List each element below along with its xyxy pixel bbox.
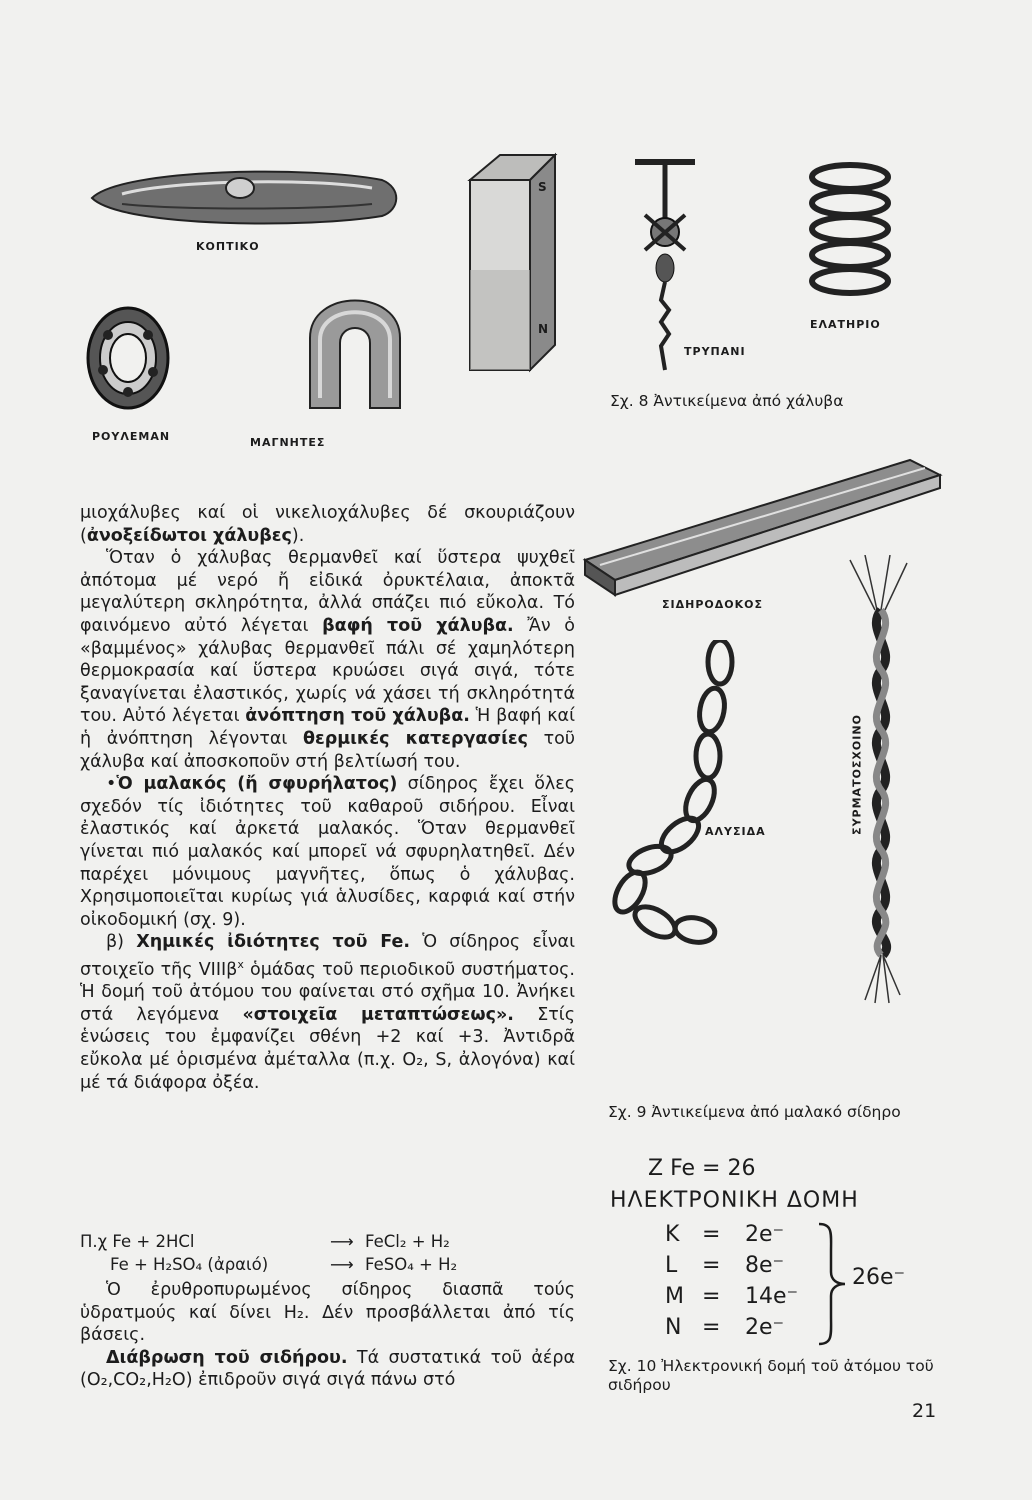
shell-m-eq: = [702, 1284, 721, 1309]
shell-l-electrons: 8e⁻ [745, 1253, 785, 1278]
paragraph-3: •Ὁ μαλακός (ἤ σφυρήλατος) σίδηρος ἔχει ὅλες σχεδόν τίς ἰδιότητες τοῦ καθαροῦ σιδήρου. Εἶναι ἐλαστικός καί ἀρκετά μαλακός. Ὅταν θερμανθεῖ γίνεται πιό μαλακός καί μπορεῖ νά σφυρηλατηθεῖ. Δέν παρέχει μόνιμους μαγνῆτες, ὅπως ὁ χάλυβας. Χρησιμοποιεῖται κυρίως γιά ἁλυσίδες, καρφιά καί στήν οἰκοδομική (σχ. 9). [80, 774, 576, 930]
label-alysida: ΑΛΥΣΙΔΑ [705, 825, 766, 838]
chain-illustration [600, 640, 750, 950]
shell-n-electrons: 2e⁻ [745, 1315, 785, 1340]
equation-1-right: FeCl₂ + H₂ [365, 1232, 450, 1251]
shell-k-eq: = [702, 1222, 721, 1247]
drill-illustration [625, 150, 735, 375]
fig10-title: ΗΛΕΚΤΡΟΝΙΚΗ ΔΟΜΗ [610, 1188, 859, 1213]
label-trypani: ΤΡΥΠΑΝΙ [684, 345, 746, 358]
brace-icon [815, 1222, 849, 1346]
shell-l-eq: = [702, 1253, 721, 1278]
shell-m-electrons: 14e⁻ [745, 1284, 799, 1309]
shell-l: L [665, 1253, 678, 1278]
paragraph-1: μιοχάλυβες καί οἱ νικελιοχάλυβες δέ σκουριάζουν (ἀνοξείδωτοι χάλυβες). [80, 503, 575, 546]
shell-n: N [665, 1315, 682, 1340]
bearing-illustration [78, 300, 178, 415]
shell-n-eq: = [702, 1315, 721, 1340]
paragraph-5: Ὁ ἐρυθροπυρωμένος σίδηρος διασπᾶ τούς ὑδρατμούς καί δίνει H₂. Δέν προσβάλλεται ἀπό τίς βάσεις. [80, 1280, 575, 1346]
magnet-n-label: N [538, 322, 549, 336]
shell-m: M [665, 1284, 684, 1309]
paragraph-2: Ὅταν ὁ χάλυβας θερμανθεῖ καί ὕστερα ψυχθεῖ ἀπότομα μέ νερό ἤ εἰδικά ὀρυκτέλαια, ἀποκτᾶ μεγαλύτερη σκληρότητα, ἀλλά σπάζει πιό εὔκολα. Τό φαινόμενο αὐτό λέγεται βαφή τοῦ χάλυβα. Ἄν ὁ «βαμμένος» χάλυβας θερμανθεῖ πάλι σέ χαμηλότερη θερμοκρασία καί ὕστερα κρυώσει σιγά σιγά, τότε ξαναγίνεται ἐλαστικός, χωρίς νά χάσει τή σκληρότητά του. Αὐτό λέγεται ἀνόπτηση τοῦ χάλυβα. Ἡ βαφή καί ἡ ἀνόπτηση λέγονται θερμικές κατεργασίες τοῦ χάλυβα καί ἀποσκοποῦν στή βελτίωσή του. [80, 548, 575, 772]
fig10-caption: Σχ. 10 Ἠλεκτρονική δομή τοῦ ἀτόμου τοῦ σιδήρου [608, 1357, 934, 1394]
equation-1-left: Π.χ Fe + 2HCl [80, 1232, 195, 1251]
equation-2-right: FeSO₄ + H₂ [365, 1255, 458, 1274]
knife-illustration [82, 158, 412, 238]
shell-k: K [665, 1222, 680, 1247]
label-elatirio: ΕΛΑΤΗΡΙΟ [810, 318, 881, 331]
fig10-total: 26e⁻ [852, 1265, 906, 1290]
label-koptiko: ΚΟΠΤΙΚΟ [196, 240, 260, 253]
label-rouleman: ΡΟΥΛΕΜΑΝ [92, 430, 171, 443]
paragraph-4: β) Χημικές ἰδιότητες τοῦ Fe. Ὁ σίδηρος εἶναι στοιχεῖο τῆς VIIIβ$^x$ ὁμάδας τοῦ περιοδικοῦ συστήματος. Ἡ δομή τοῦ ἀτόμου του φαίνεται στό σχῆμα 10. Ἀνήκει στά λεγόμενα «στοιχεῖα μεταπτώσεως». Στίς ἑνώσεις του ἐμφανίζει σθένη +2 καί +3. Ἀντιδρᾶ εὔκολα μέ ὁρισμένα ἀμέταλλα (π.χ. O₂, S, ἀλογόνα) καί μέ τά διάφορα ὀξέα. [80, 932, 576, 1093]
equation-2-arrow: ⟶ [330, 1255, 354, 1274]
equation-1-arrow: ⟶ [330, 1232, 354, 1251]
horseshoe-magnet-illustration [295, 268, 415, 418]
main-text-lower [80, 1279, 575, 1392]
label-magnites: ΜΑΓΝΗΤΕΣ [250, 436, 326, 449]
equation-2-left: Fe + H₂SO₄ (ἀραιό) [110, 1255, 269, 1274]
label-syrmatoschoino: ΣΥΡΜΑΤΟΣΧΟΙΝΟ [850, 714, 864, 835]
paragraph-6: Διάβρωση τοῦ σιδήρου. Τά συστατικά τοῦ ἀέρα (O₂,CO₂,H₂O) ἐπιδροῦν σιγά σιγά πάνω στό [80, 1347, 576, 1391]
spring-illustration [800, 155, 900, 315]
fig9-caption: Σχ. 9 Ἀντικείμενα ἀπό μαλακό σίδηρο [608, 1103, 901, 1121]
magnet-s-label: S [538, 180, 547, 194]
label-sidirodokos: ΣΙΔΗΡΟΔΟΚΟΣ [662, 598, 763, 611]
main-text-upper [80, 502, 575, 1094]
fig10-z-line: Z Fe = 26 [648, 1156, 756, 1181]
fig8-caption: Σχ. 8 Ἀντικείμενα ἀπό χάλυβα [610, 392, 844, 410]
shell-k-electrons: 2e⁻ [745, 1222, 785, 1247]
page-number: 21 [912, 1400, 937, 1422]
